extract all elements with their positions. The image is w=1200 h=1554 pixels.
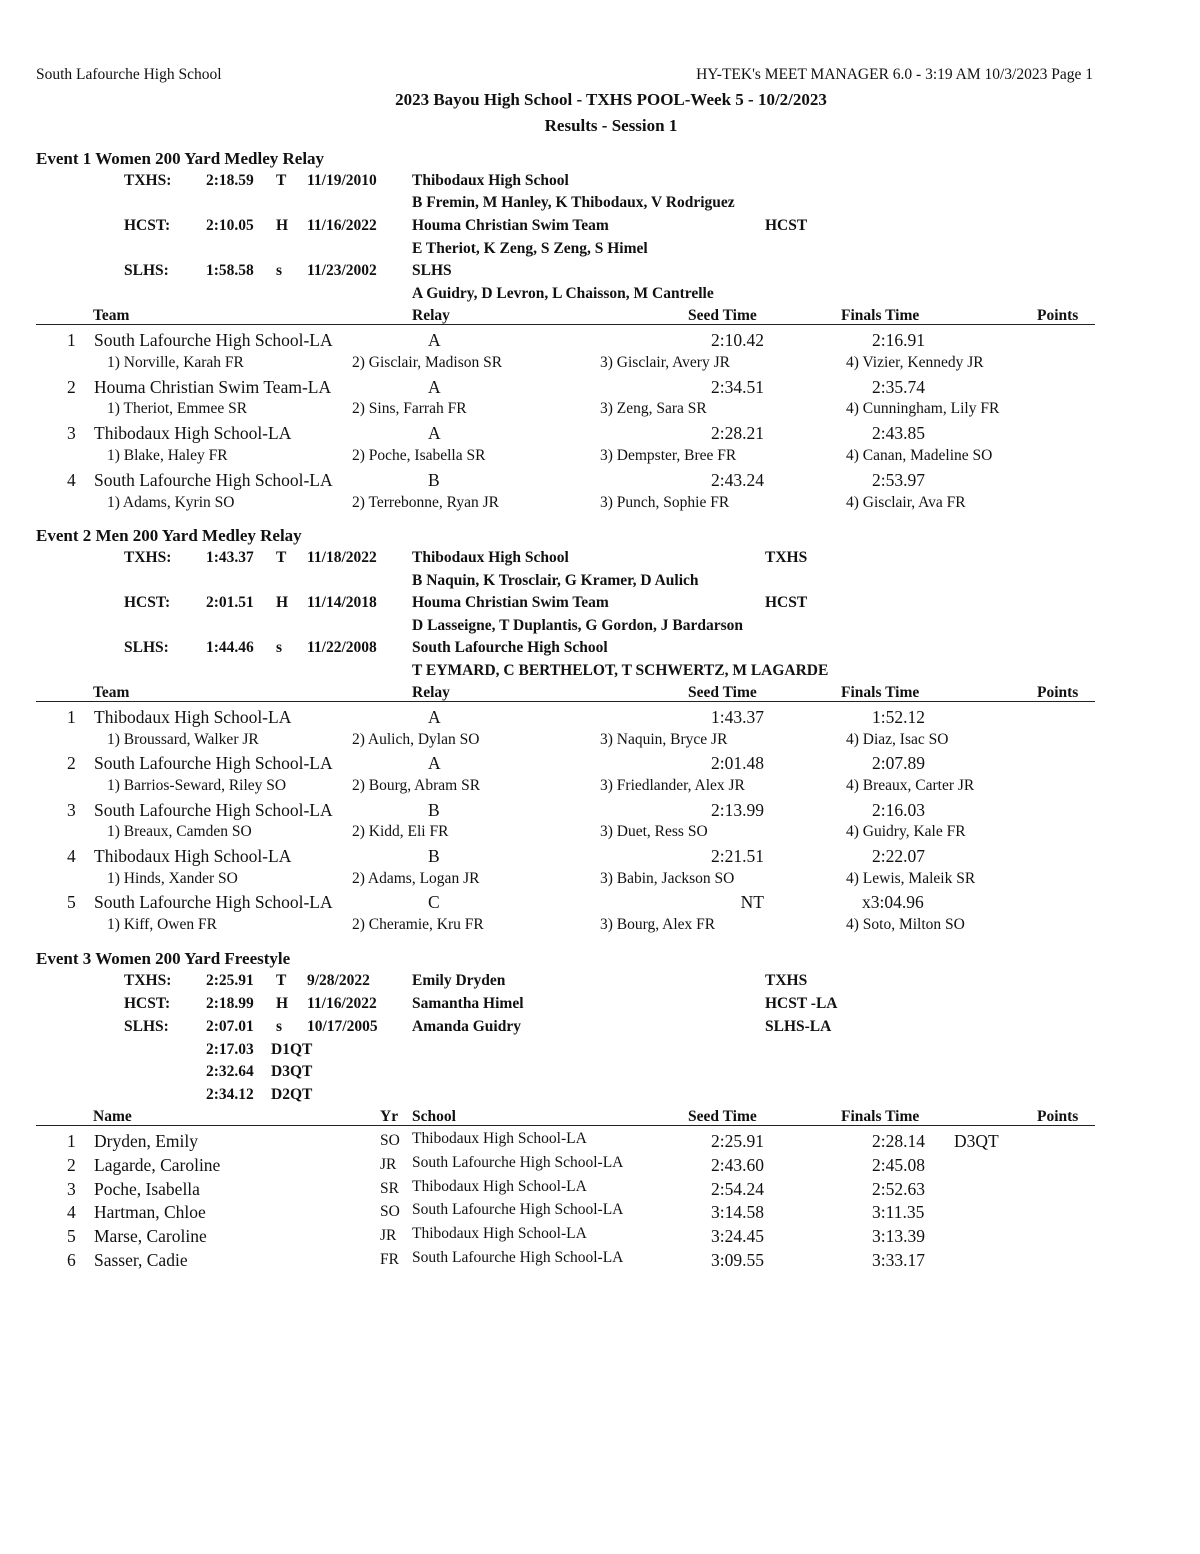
record-flag: T: [276, 972, 287, 989]
finals-time: 3:33.17: [872, 1250, 925, 1270]
finals-time: x3:04.96: [862, 892, 924, 912]
school: Thibodaux High School-LA: [412, 1225, 587, 1242]
swimmer: 3) Gisclair, Avery JR: [600, 354, 730, 371]
finals-time: 3:11.35: [872, 1202, 925, 1222]
record-time: 1:44.46: [206, 639, 254, 656]
finals-time: 2:28.14: [872, 1131, 925, 1151]
school: South Lafourche High School-LA: [412, 1201, 624, 1218]
swimmer-year: SO: [380, 1132, 400, 1149]
record-flag: s: [276, 639, 283, 656]
place: 5: [67, 1226, 76, 1246]
relay-letter: A: [428, 423, 441, 443]
standard-label: D1QT: [271, 1041, 313, 1058]
place: 4: [67, 470, 76, 490]
standard-time: 2:32.64: [206, 1063, 254, 1080]
seed-time: 3:14.58: [711, 1202, 764, 1222]
team-name: Houma Christian Swim Team-LA: [94, 377, 332, 397]
standard-time: 2:17.03: [206, 1041, 254, 1058]
relay-letter: A: [428, 377, 441, 397]
swimmer: 1) Theriot, Emmee SR: [107, 400, 248, 417]
record-team: TXHS: [765, 549, 808, 566]
record-flag: T: [276, 549, 287, 566]
record-date: 11/19/2010: [307, 172, 377, 189]
record-time: 1:43.37: [206, 549, 254, 566]
team-name: South Lafourche High School-LA: [94, 753, 333, 773]
record-team: HCST -LA: [765, 995, 838, 1012]
finals-time: 2:16.91: [872, 330, 925, 350]
record-time: 1:58.58: [206, 262, 254, 279]
swimmer-year: FR: [380, 1251, 399, 1268]
relay-letter: B: [428, 800, 440, 820]
record-flag: H: [276, 594, 289, 611]
team-name: Thibodaux High School-LA: [94, 423, 292, 443]
col-relay: Relay: [412, 684, 450, 701]
col-finals-time: Finals Time: [841, 684, 920, 701]
record-holder: Houma Christian Swim Team: [412, 594, 609, 611]
record-code: SLHS:: [124, 262, 169, 279]
record-holder: Amanda Guidry: [412, 1018, 521, 1035]
school: South Lafourche High School-LA: [412, 1154, 624, 1171]
swimmer: 3) Duet, Ress SO: [600, 823, 708, 840]
record-code: HCST:: [124, 594, 171, 611]
col-points: Points: [1037, 684, 1079, 701]
finals-time: 2:35.74: [872, 377, 925, 397]
record-date: 9/28/2022: [307, 972, 370, 989]
seed-time: 3:24.45: [711, 1226, 764, 1246]
record-holder: Thibodaux High School: [412, 172, 569, 189]
record-swimmers: A Guidry, D Levron, L Chaisson, M Cantrelle: [412, 285, 714, 302]
col-school: School: [412, 1108, 456, 1125]
school: Thibodaux High School-LA: [412, 1130, 587, 1147]
swimmer: 2) Cheramie, Kru FR: [352, 916, 484, 933]
place: 1: [67, 330, 76, 350]
meet-title: 2023 Bayou High School - TXHS POOL-Week 5 - 10/2/2023: [395, 90, 827, 109]
record-code: TXHS:: [124, 172, 172, 189]
col-points: Points: [1037, 1108, 1079, 1125]
col-seed-time: Seed Time: [688, 684, 757, 701]
swimmer: 3) Bourg, Alex FR: [600, 916, 716, 933]
swimmer: 1) Adams, Kyrin SO: [107, 494, 235, 511]
relay-letter: B: [428, 846, 440, 866]
record-code: TXHS:: [124, 549, 172, 566]
swimmer-name: Dryden, Emily: [94, 1131, 199, 1151]
swimmer: 1) Kiff, Owen FR: [107, 916, 217, 933]
relay-letter: A: [428, 753, 441, 773]
col-team: Team: [93, 684, 130, 701]
place: 1: [67, 1131, 76, 1151]
record-flag: T: [276, 172, 287, 189]
swimmer: 3) Babin, Jackson SO: [600, 870, 735, 887]
standard-label: D2QT: [271, 1086, 313, 1103]
event-title: Event 1 Women 200 Yard Medley Relay: [36, 149, 325, 168]
swimmer: 1) Barrios-Seward, Riley SO: [107, 777, 287, 794]
swimmer-name: Lagarde, Caroline: [94, 1155, 221, 1175]
record-holder: South Lafourche High School: [412, 639, 608, 656]
record-time: 2:07.01: [206, 1018, 254, 1035]
swimmer: 2) Aulich, Dylan SO: [352, 731, 480, 748]
record-swimmers: T EYMARD, C BERTHELOT, T SCHWERTZ, M LAGARDE: [412, 662, 829, 679]
swimmer: 3) Zeng, Sara SR: [600, 400, 707, 417]
record-holder: SLHS: [412, 262, 452, 279]
swimmer: 3) Friedlander, Alex JR: [600, 777, 745, 794]
swimmer: 4) Cunningham, Lily FR: [846, 400, 1000, 417]
col-seed-time: Seed Time: [688, 307, 757, 324]
swimmer: 2) Terrebonne, Ryan JR: [352, 494, 499, 511]
team-name: Thibodaux High School-LA: [94, 707, 292, 727]
standard-label: D3QT: [271, 1063, 313, 1080]
swimmer: 3) Punch, Sophie FR: [600, 494, 730, 511]
record-code: SLHS:: [124, 639, 169, 656]
seed-time: 2:28.21: [711, 423, 764, 443]
record-date: 11/14/2018: [307, 594, 377, 611]
swimmer: 2) Gisclair, Madison SR: [352, 354, 503, 371]
qualifying-note: D3QT: [954, 1131, 999, 1151]
finals-time: 2:53.97: [872, 470, 925, 490]
record-holder: Samantha Himel: [412, 995, 524, 1012]
team-name: Thibodaux High School-LA: [94, 846, 292, 866]
record-team: SLHS-LA: [765, 1018, 832, 1035]
seed-time: 2:54.24: [711, 1179, 764, 1199]
relay-letter: A: [428, 330, 441, 350]
record-team: HCST: [765, 217, 808, 234]
swimmer: 4) Diaz, Isac SO: [846, 731, 949, 748]
col-finals-time: Finals Time: [841, 307, 920, 324]
finals-time: 2:16.03: [872, 800, 925, 820]
divider: [36, 1125, 1095, 1126]
team-name: South Lafourche High School-LA: [94, 330, 333, 350]
swimmer: 1) Norville, Karah FR: [107, 354, 244, 371]
finals-time: 1:52.12: [872, 707, 925, 727]
record-holder: Thibodaux High School: [412, 549, 569, 566]
team-name: South Lafourche High School-LA: [94, 800, 333, 820]
place: 2: [67, 753, 76, 773]
finals-time: 2:43.85: [872, 423, 925, 443]
col-seed-time: Seed Time: [688, 1108, 757, 1125]
relay-letter: A: [428, 707, 441, 727]
record-holder: Emily Dryden: [412, 972, 506, 989]
seed-time: 2:43.60: [711, 1155, 764, 1175]
swimmer-name: Marse, Caroline: [94, 1226, 207, 1246]
record-time: 2:18.59: [206, 172, 254, 189]
swimmer: 2) Bourg, Abram SR: [352, 777, 481, 794]
relay-letter: B: [428, 470, 440, 490]
col-relay: Relay: [412, 307, 450, 324]
finals-time: 2:07.89: [872, 753, 925, 773]
header-meet-manager: HY-TEK's MEET MANAGER 6.0 - 3:19 AM 10/3/2023 Page 1: [696, 66, 1093, 83]
record-code: TXHS:: [124, 972, 172, 989]
place: 5: [67, 892, 76, 912]
swimmer-name: Hartman, Chloe: [94, 1202, 206, 1222]
event-title: Event 3 Women 200 Yard Freestyle: [36, 949, 291, 968]
place: 3: [67, 423, 76, 443]
seed-time: 2:13.99: [711, 800, 764, 820]
record-date: 11/23/2002: [307, 262, 377, 279]
record-date: 11/22/2008: [307, 639, 377, 656]
record-swimmers: D Lasseigne, T Duplantis, G Gordon, J Bardarson: [412, 617, 744, 634]
record-team: HCST: [765, 594, 808, 611]
swimmer: 2) Kidd, Eli FR: [352, 823, 449, 840]
swimmer: 1) Hinds, Xander SO: [107, 870, 238, 887]
record-time: 2:01.51: [206, 594, 254, 611]
seed-time: 2:34.51: [711, 377, 764, 397]
swimmer: 1) Broussard, Walker JR: [107, 731, 259, 748]
record-flag: H: [276, 995, 289, 1012]
standard-time: 2:34.12: [206, 1086, 254, 1103]
seed-time: NT: [740, 892, 764, 912]
swimmer-name: Sasser, Cadie: [94, 1250, 188, 1270]
swimmer-year: JR: [380, 1156, 397, 1173]
seed-time: 2:21.51: [711, 846, 764, 866]
school: Thibodaux High School-LA: [412, 1178, 587, 1195]
divider: [36, 324, 1095, 325]
swimmer-year: JR: [380, 1227, 397, 1244]
record-swimmers: B Fremin, M Hanley, K Thibodaux, V Rodriguez: [412, 194, 735, 211]
record-date: 11/18/2022: [307, 549, 377, 566]
col-name: Name: [93, 1108, 132, 1125]
place: 3: [67, 1179, 76, 1199]
place: 4: [67, 1202, 76, 1222]
finals-time: 2:22.07: [872, 846, 925, 866]
swimmer: 3) Naquin, Bryce JR: [600, 731, 728, 748]
place: 3: [67, 800, 76, 820]
finals-time: 2:45.08: [872, 1155, 925, 1175]
seed-time: 2:01.48: [711, 753, 764, 773]
event-title: Event 2 Men 200 Yard Medley Relay: [36, 526, 302, 545]
swimmer: 1) Blake, Haley FR: [107, 447, 228, 464]
swimmer-year: SR: [380, 1180, 399, 1197]
swimmer: 2) Adams, Logan JR: [352, 870, 480, 887]
swimmer-year: SO: [380, 1203, 400, 1220]
swimmer: 4) Guidry, Kale FR: [846, 823, 966, 840]
place: 6: [67, 1250, 76, 1270]
swimmer: 1) Breaux, Camden SO: [107, 823, 252, 840]
school: South Lafourche High School-LA: [412, 1249, 624, 1266]
swimmer: 4) Breaux, Carter JR: [846, 777, 975, 794]
finals-time: 2:52.63: [872, 1179, 925, 1199]
record-date: 10/17/2005: [307, 1018, 378, 1035]
record-code: SLHS:: [124, 1018, 169, 1035]
seed-time: 3:09.55: [711, 1250, 764, 1270]
col-yr: Yr: [380, 1108, 399, 1125]
swimmer: 4) Soto, Milton SO: [846, 916, 965, 933]
swimmer: 4) Lewis, Maleik SR: [846, 870, 976, 887]
col-team: Team: [93, 307, 130, 324]
record-holder: Houma Christian Swim Team: [412, 217, 609, 234]
seed-time: 1:43.37: [711, 707, 764, 727]
swimmer: 2) Poche, Isabella SR: [352, 447, 486, 464]
record-date: 11/16/2022: [307, 995, 377, 1012]
place: 4: [67, 846, 76, 866]
record-code: HCST:: [124, 217, 171, 234]
relay-letter: C: [428, 892, 440, 912]
record-swimmers: B Naquin, K Trosclair, G Kramer, D Aulich: [412, 572, 699, 589]
swimmer: 4) Gisclair, Ava FR: [846, 494, 966, 511]
seed-time: 2:25.91: [711, 1131, 764, 1151]
swimmer: 3) Dempster, Bree FR: [600, 447, 737, 464]
swimmer-name: Poche, Isabella: [94, 1179, 200, 1199]
col-points: Points: [1037, 307, 1079, 324]
swimmer: 4) Canan, Madeline SO: [846, 447, 993, 464]
place: 2: [67, 377, 76, 397]
seed-time: 2:43.24: [711, 470, 764, 490]
place: 2: [67, 1155, 76, 1175]
record-flag: s: [276, 1018, 283, 1035]
record-code: HCST:: [124, 995, 171, 1012]
header-school: South Lafourche High School: [36, 66, 222, 83]
record-time: 2:10.05: [206, 217, 254, 234]
record-team: TXHS: [765, 972, 808, 989]
record-flag: s: [276, 262, 283, 279]
record-time: 2:25.91: [206, 972, 254, 989]
seed-time: 2:10.42: [711, 330, 764, 350]
team-name: South Lafourche High School-LA: [94, 892, 333, 912]
record-swimmers: E Theriot, K Zeng, S Zeng, S Himel: [412, 240, 648, 257]
record-flag: H: [276, 217, 289, 234]
team-name: South Lafourche High School-LA: [94, 470, 333, 490]
swimmer: 2) Sins, Farrah FR: [352, 400, 467, 417]
record-time: 2:18.99: [206, 995, 254, 1012]
divider: [36, 701, 1095, 702]
col-finals-time: Finals Time: [841, 1108, 920, 1125]
finals-time: 3:13.39: [872, 1226, 925, 1246]
session-subtitle: Results - Session 1: [544, 116, 678, 135]
record-date: 11/16/2022: [307, 217, 377, 234]
swimmer: 4) Vizier, Kennedy JR: [846, 354, 984, 371]
place: 1: [67, 707, 76, 727]
